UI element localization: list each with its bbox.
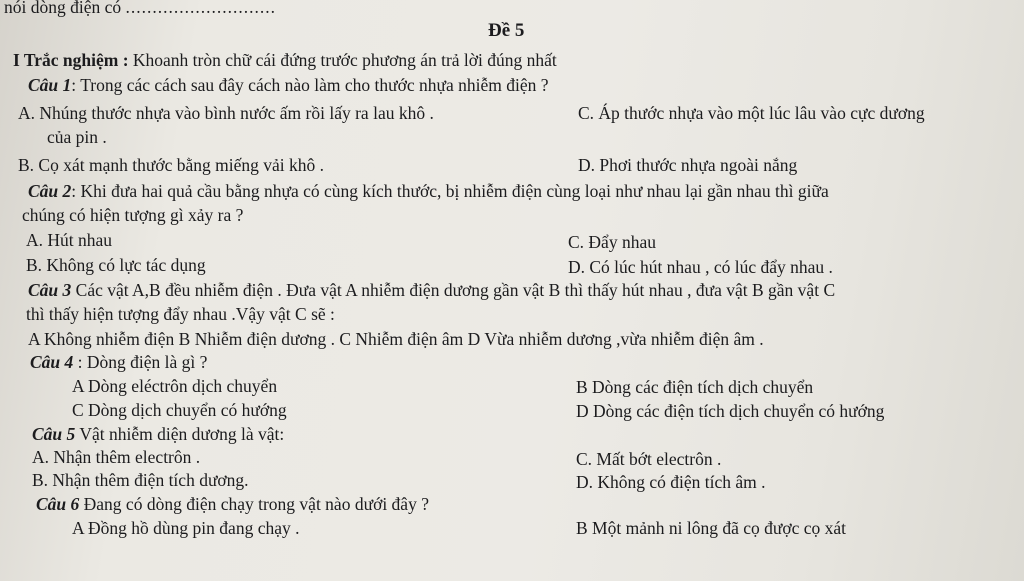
question-3 <box>28 280 835 300</box>
question-1 <box>28 75 549 95</box>
q1-option-a: A. Nhúng thước nhựa vào bình nước ấm rồi lấy ra lau khô . <box>18 103 434 123</box>
section-heading <box>13 50 557 70</box>
q2-option-c: C. Đẩy nhau <box>568 232 656 252</box>
question-3-text-line2: thì thấy hiện tượng đẩy nhau .Vậy vật C sẽ : <box>26 304 335 324</box>
exam-title: Đề 5 <box>488 20 525 41</box>
q4-option-c: C Dòng dịch chuyển có hướng <box>72 400 287 420</box>
question-1-label: Câu 1 <box>28 75 72 95</box>
q5-option-d: D. Không có điện tích âm . <box>576 472 766 492</box>
q1-option-c: C. Áp thước nhựa vào một lúc lâu vào cực dương <box>578 103 925 123</box>
question-2-text-line2: chúng có hiện tượng gì xảy ra ? <box>22 205 244 225</box>
question-2-text: : Khi đưa hai quả cầu bằng nhựa có cùng kích thước, bị nhiễm điện cùng loại như nhau lại gần nhau thì giữa <box>71 181 829 201</box>
q1-option-d: D. Phơi thước nhựa ngoài nắng <box>578 155 798 175</box>
question-2-label: Câu 2 <box>28 181 72 201</box>
header-fragment <box>4 0 276 17</box>
q5-option-a: A. Nhận thêm electrôn . <box>32 447 201 467</box>
question-4 <box>30 352 207 372</box>
section-instruction: Khoanh tròn chữ cái đứng trước phương án trả lời đúng nhất <box>128 50 557 70</box>
question-6 <box>36 494 429 514</box>
q2-option-b: B. Không có lực tác dụng <box>26 255 206 275</box>
question-4-label: Câu 4 <box>30 352 74 372</box>
question-3-text: Các vật A,B đều nhiễm điện . Đưa vật A nhiễm điện dương gần vật B thì thấy hút nhau , đưa vật B gần vật C <box>71 280 836 300</box>
question-5 <box>32 424 284 444</box>
question-6-text: Đang có dòng điện chạy trong vật nào dưới đây ? <box>79 494 429 514</box>
question-6-label: Câu 6 <box>36 494 80 514</box>
q1-option-a-continued: của pin . <box>47 127 107 147</box>
q4-option-a: A Dòng eléctrôn dịch chuyển <box>72 376 278 396</box>
q5-option-b: B. Nhận thêm điện tích dương. <box>32 470 249 490</box>
header-fragment-dots: ............................ <box>125 0 277 17</box>
q4-option-b: B Dòng các điện tích dịch chuyển <box>576 377 814 397</box>
header-fragment-text: nói dòng điện có <box>4 0 122 17</box>
q6-option-b: B Một mảnh ni lông đã cọ được cọ xát <box>576 518 847 538</box>
q1-option-b: B. Cọ xát mạnh thước bằng miếng vải khô . <box>18 155 324 175</box>
q4-option-d: D Dòng các điện tích dịch chuyển có hướng <box>576 401 885 421</box>
q2-option-d: D. Có lúc hút nhau , có lúc đẩy nhau . <box>568 257 833 277</box>
section-label: I Trắc nghiệm : <box>13 50 129 70</box>
q2-option-a: A. Hút nhau <box>26 230 113 250</box>
question-5-label: Câu 5 <box>32 424 76 444</box>
q6-option-a: A Đồng hồ dùng pin đang chạy . <box>72 518 300 538</box>
q5-option-c: C. Mất bớt electrôn . <box>576 449 722 469</box>
q3-options: A Không nhiễm điện B Nhiễm điện dương . C Nhiễm điện âm D Vừa nhiễm dương ,vừa nhiễm điện âm . <box>28 329 764 349</box>
question-4-text: : Dòng điện là gì ? <box>73 352 208 372</box>
question-2 <box>28 181 829 201</box>
question-5-text: Vật nhiễm diện dương là vật: <box>75 424 285 444</box>
question-3-label: Câu 3 <box>28 280 72 300</box>
question-1-text: : Trong các cách sau đây cách nào làm cho thước nhựa nhiễm điện ? <box>71 75 549 95</box>
